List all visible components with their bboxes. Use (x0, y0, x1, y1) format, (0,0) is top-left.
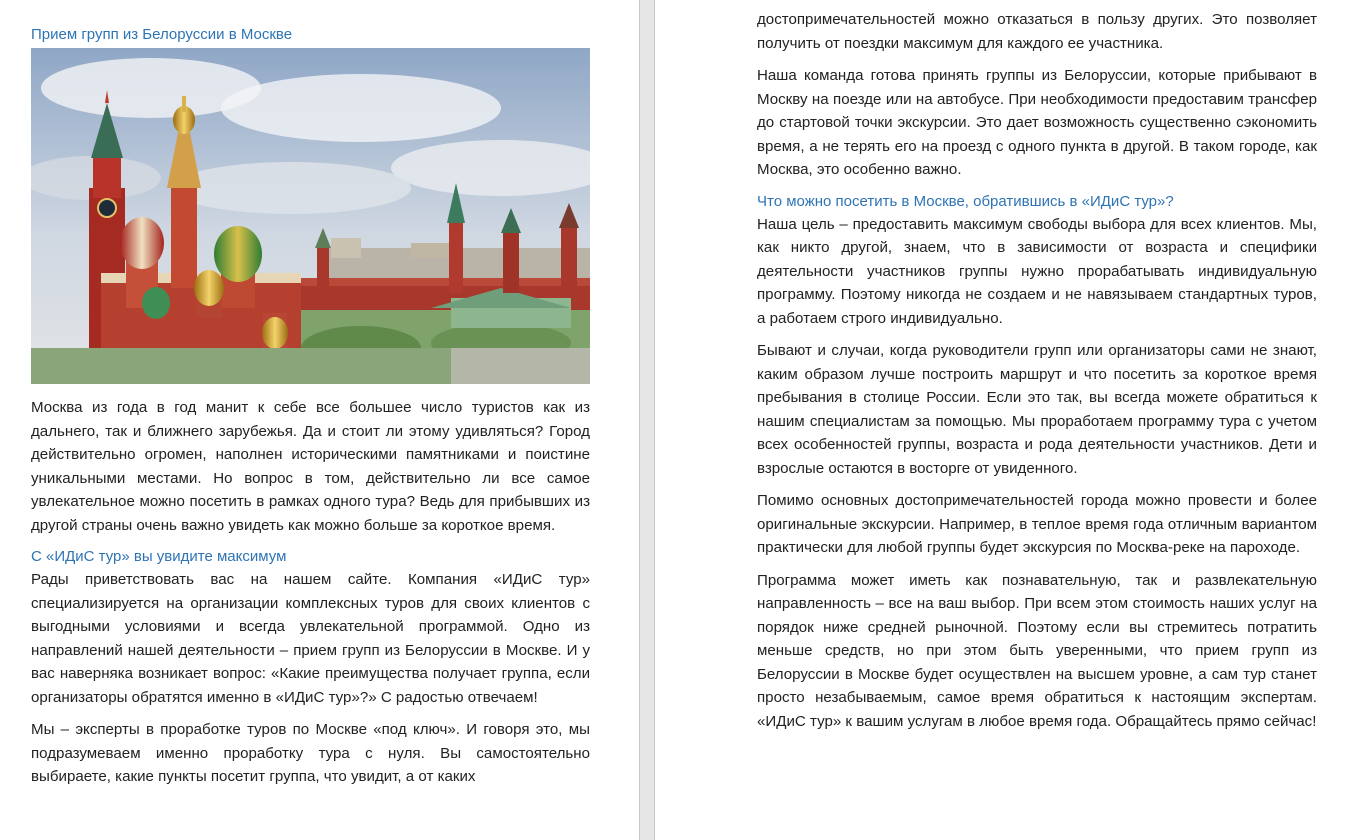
paragraph-excursions: Помимо основных достопримечательностей города можно провести и более оригинальные экскурсии. Например, в теплое время года отличным вариантом практически для любой группы будет экскурсия по Москва-реке на пароходе. (757, 492, 1317, 556)
paragraph-transfer: Наша команда готова принять группы из Белоруссии, которые прибывают в Москву на поезде или на автобусе. При необходимости предоставим трансфер до стартовой точки экскурсии. Это дает возможность существенно сэкономить время, а не терять его на проезд с одного пункта в другой. В таком городе, как Москва, это особенно важно. (757, 67, 1317, 178)
heading-reception: Прием групп из Белоруссии в Москве (31, 26, 293, 43)
document-page-left[interactable] (0, 0, 640, 840)
paragraph-program: Программа может иметь как познавательную, так и развлекательную направленность – все на ваш выбор. При всем этом стоимость наших услуг на порядок ниже средней рыночной. Поэтому если вы стремитесь потратить меньше средств, но при этом быть уверенными, что прием групп из Белоруссии в Москве будет осуществлен на высшем уровне, а сам тур станет просто незабываемым, самое время обратиться к настоящим экспертам. «ИДиС тур» к вашим услугам в любое время года. Обращайтесь прямо сейчас! (757, 571, 1317, 730)
paragraph-continuation: достопримечательностей можно отказаться в пользу других. Это позволяет получить от поездки максимум для каждого ее участника. (757, 11, 1317, 52)
heading-idis-maximum: С «ИДиС тур» вы увидите максимум (31, 548, 287, 565)
paragraph-intro: Москва из года в год манит к себе все большее число туристов как из дальнего, так и ближнего зарубежья. Да и стоит ли этому удивляться? Город действительно огромен, наполнен историческими памятниками и поистине уникальными местами. Но вопрос в том, действительно ли все самое увлекательное можно посетить в рамках одного тура? Ведь для прибывших из другой страны очень важно увидеть как можно больше за короткое время. (31, 399, 590, 534)
paragraph-our-goal: Наша цель – предоставить максимум свободы выбора для всех клиентов. Мы, как никто другой, знаем, что в зависимости от возраста и специфики деятельности участников группы нужно прорабатывать индивидуальную программу. Поэтому никогда не создаем и не навязываем стандартных туров, а работаем строго индивидуально. (757, 215, 1317, 327)
heading-what-to-visit: Что можно посетить в Москве, обратившись в «ИДиС тур»? (757, 192, 1174, 210)
page-right-content (757, 8, 1317, 742)
kremlin-red-square-photo[interactable] (31, 48, 590, 384)
paragraph-experts: Мы – эксперты в проработке туров по Москве «под ключ». И говоря это, мы подразумеваем именно проработку тура с нуля. Вы самостоятельно выбираете, какие пункты посетит группа, что увидит, а от каких (31, 721, 590, 785)
paragraph-welcome: Рады приветствовать вас на нашем сайте. Компания «ИДиС тур» специализируется на организации комплексных туров для своих клиентов с выгодными условиями и всегда увлекательной программой. Одно из направлений нашей деятельности – прием групп из Белоруссии в Москве. И у вас наверняка возникает вопрос: «Какие преимущества получает группа, если организаторы обратятся именно в «ИДиС тур»?» С радостью отвечаем! (31, 571, 590, 706)
document-page-right[interactable] (654, 0, 1348, 840)
page-left-content (31, 24, 590, 798)
paragraph-route-help: Бывают и случаи, когда руководители групп или организаторы сами не знают, каким образом лучше построить маршрут и что посетить за короткое время пребывания в столице России. Если это так, вы всегда можете обратиться к нашим специалистам за помощью. Мы проработаем программу тура с учетом всех особенностей группы, возраста и рода деятельности участников. Дети и взрослые остаются в восторге от увиденного. (757, 342, 1317, 477)
